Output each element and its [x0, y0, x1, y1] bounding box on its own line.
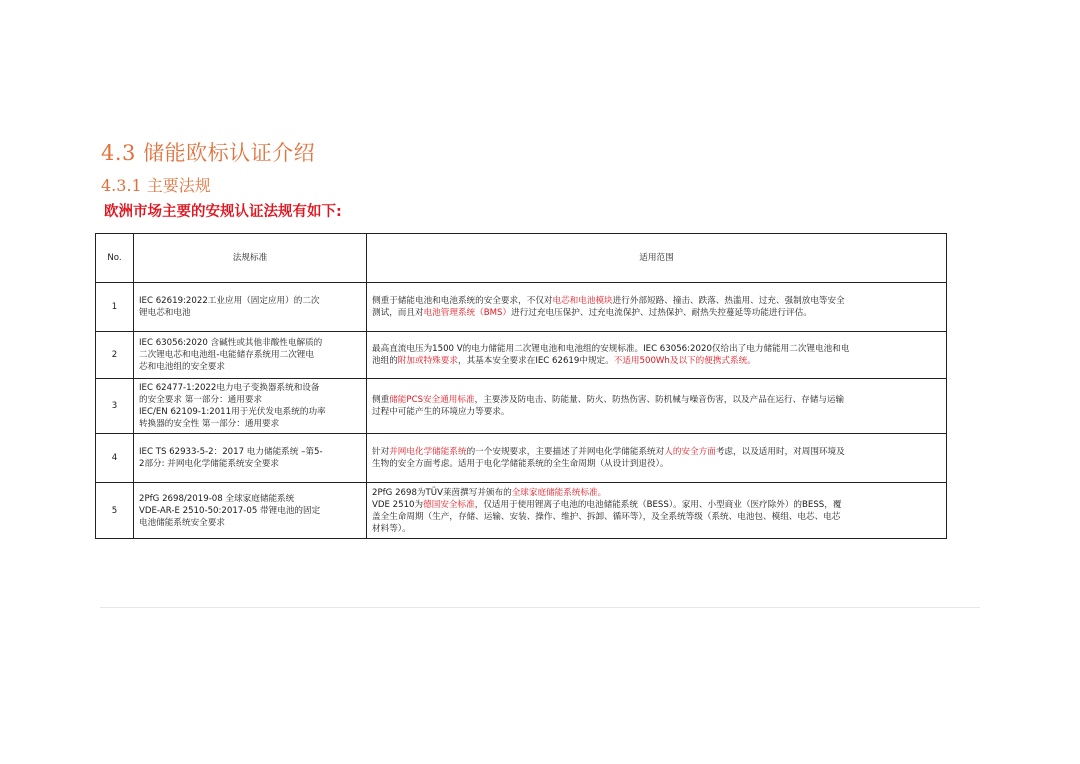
- scope-line: [372, 343, 941, 355]
- standard-cell: [134, 483, 367, 539]
- scope-text: 过程中可能产生的环境应力等要求。: [372, 407, 510, 417]
- standard-line: 电池储能系统安全要求: [139, 517, 225, 528]
- scope-line: [372, 307, 941, 319]
- scope-text: 侧重: [372, 395, 390, 405]
- highlight-text: 人的安全方面: [664, 447, 716, 457]
- scope-text: 测试，而且对: [372, 308, 424, 318]
- footer-divider: [100, 607, 980, 608]
- scope-text: 生物的安全方面考虑。适用于电化学储能系统的全生命周期（从设计到退役）。: [372, 459, 669, 469]
- scope-text: 材料等）。: [372, 523, 411, 534]
- header-standard: 法规标准: [134, 234, 367, 283]
- highlight-text: 电池管理系统（BMS）: [423, 308, 512, 318]
- regulations-table: [95, 233, 947, 539]
- scope-cell: [367, 434, 947, 483]
- scope-line: [372, 406, 941, 418]
- standard-cell: [134, 283, 367, 332]
- standard-line: IEC 62477-1:2022电力电子变换器系统和设备: [139, 383, 320, 393]
- scope-text: 盖全生命周期（生产，存储、运输、安装、操作、维护、拆卸、循环等），及全系统等级（系统、电池包、模组、电芯、电芯: [372, 511, 841, 522]
- scope-text: 最高直流电压为1500 V的电力储能用二次锂电池和电池组的安规标准。IEC 63056:2020仅给出了电力储能用二次锂电池和电: [372, 344, 850, 354]
- standard-line: 转换器的安全性 第一部分：通用要求: [139, 419, 280, 429]
- scope-cell: [367, 332, 947, 379]
- scope-line: [372, 295, 941, 307]
- scope-line: [372, 458, 941, 470]
- table-row: [96, 379, 947, 434]
- standard-line: VDE-AR-E 2510-50:2017-05 带锂电池的固定: [139, 505, 321, 516]
- scope-text: VDE 2510为: [372, 499, 424, 510]
- scope-cell: [367, 483, 947, 539]
- scope-text: ，主要涉及防电击、防能量、防火、防热伤害、防机械与噪音伤害，以及产品在运行、存储与运输: [474, 395, 845, 405]
- standard-line: IEC 63056:2020 含碱性或其他非酸性电解质的: [139, 338, 323, 348]
- scope-line: [372, 523, 941, 535]
- subsection-heading: 4.3.1 主要法规: [101, 176, 211, 195]
- table-row: [96, 483, 947, 539]
- table-row: [96, 434, 947, 483]
- standard-line: 锂电芯和电池: [139, 308, 191, 318]
- standard-line: 二次锂电芯和电池组-电能储存系统用二次锂电: [139, 350, 314, 360]
- table-row: [96, 332, 947, 379]
- highlight-text: 不适用500Wh及以下的便携式系统。: [613, 356, 756, 366]
- row-number: 2: [96, 332, 134, 379]
- highlight-text: 全球家庭储能系统标准。: [511, 487, 607, 498]
- standard-line: IEC/EN 62109-1:2011用于光伏发电系统的功率: [139, 407, 326, 417]
- highlight-text: 并网电化学储能系统: [389, 447, 467, 457]
- scope-line: [372, 355, 941, 367]
- highlight-text: 德国安全标准: [423, 499, 475, 510]
- scope-cell: [367, 379, 947, 434]
- scope-line: [372, 487, 941, 499]
- scope-line: [372, 394, 941, 406]
- scope-text: 针对: [372, 447, 390, 457]
- highlight-text: 储能PCS安全通用标准: [389, 395, 475, 405]
- standard-line: IEC 62619:2022工业应用（固定应用）的二次: [139, 296, 320, 306]
- intro-text: 欧洲市场主要的安规认证法规有如下:: [104, 204, 342, 220]
- table-header-row: [96, 234, 947, 283]
- row-number: 5: [96, 483, 134, 539]
- scope-text: 侧重于储能电池和电池系统的安全要求，不仅对: [372, 296, 553, 306]
- scope-line: [372, 446, 941, 458]
- scope-line: [372, 499, 941, 511]
- row-number: 3: [96, 379, 134, 434]
- scope-text: 进行外部短路、撞击、跌落、热滥用、过充、强制放电等安全: [612, 296, 845, 306]
- scope-text: 进行过充电压保护、过充电流保护、过热保护、耐热失控蔓延等功能进行评估。: [511, 308, 812, 318]
- standard-line: IEC TS 62933-5-2：2017 电力储能系统 –第5-: [139, 447, 323, 457]
- standard-cell: [134, 434, 367, 483]
- scope-text: 考虑，以及适用时，对周围环境及: [715, 447, 845, 457]
- scope-line: [372, 511, 941, 523]
- section-heading: 4.3 储能欧标认证介绍: [101, 141, 316, 165]
- scope-text: ，其基本安全要求在IEC 62619中规定。: [457, 356, 614, 366]
- standard-line: 的安全要求 第一部分：通用要求: [139, 395, 263, 405]
- highlight-text: 附加或特殊要求: [397, 356, 458, 366]
- header-no: No.: [96, 234, 134, 283]
- standard-cell: [134, 379, 367, 434]
- header-scope: 适用范围: [367, 234, 947, 283]
- scope-text: ，仅适用于使用锂离子电池的电池储能系统（BESS）。家用、小型商业（医疗除外）的BESS，覆: [474, 499, 842, 510]
- standard-line: 芯和电池组的安全要求: [139, 362, 225, 372]
- row-number: 1: [96, 283, 134, 332]
- scope-text: 池组的: [372, 356, 398, 366]
- scope-text: 2PfG 2698为TÜV莱茵撰写并颁布的: [372, 487, 512, 498]
- row-number: 4: [96, 434, 134, 483]
- standard-cell: [134, 332, 367, 379]
- highlight-text: 电芯和电池模块: [552, 296, 613, 306]
- standard-line: 2部分: 并网电化学储能系统安全要求: [139, 459, 280, 469]
- scope-cell: [367, 283, 947, 332]
- table-row: [96, 283, 947, 332]
- standard-line: 2PfG 2698/2019-08 全球家庭储能系统: [139, 493, 295, 504]
- scope-text: 的一个安规要求，主要描述了并网电化学储能系统对: [466, 447, 665, 457]
